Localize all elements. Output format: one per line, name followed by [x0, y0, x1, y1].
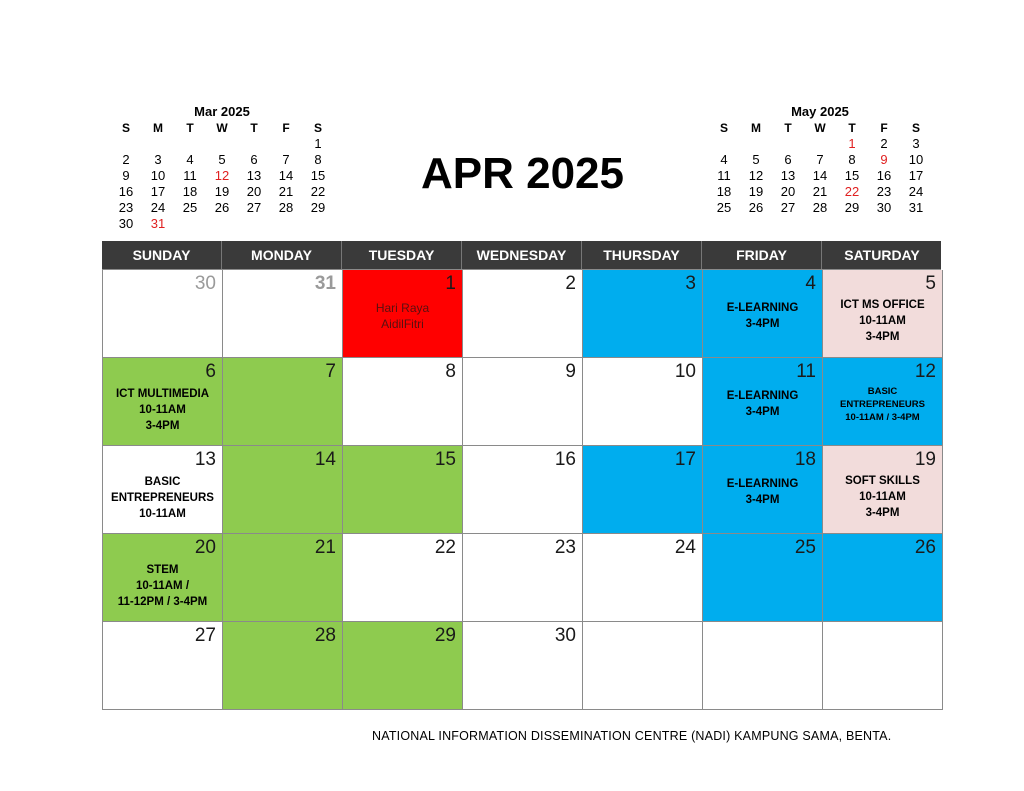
- mini-day: 18: [182, 184, 198, 199]
- mini-calendar-may: [708, 104, 932, 216]
- mini-day: 4: [720, 152, 728, 167]
- weekday-header-row: [102, 241, 941, 269]
- day-cell-7: [223, 358, 343, 446]
- day-number: 21: [314, 537, 336, 558]
- event-line: ENTREPRENEURS: [111, 492, 214, 504]
- event-label: [105, 386, 220, 434]
- mini-weekday-label: S: [313, 121, 322, 135]
- day-cell-27: [103, 622, 223, 710]
- day-number: 7: [325, 361, 336, 382]
- mini-day: 16: [876, 168, 892, 183]
- mini-day: [206, 136, 238, 152]
- event-line: 3-4PM: [745, 318, 780, 330]
- day-cell-28: [223, 622, 343, 710]
- day-number: 20: [194, 537, 216, 558]
- day-number: 19: [914, 449, 936, 470]
- day-number: 3: [685, 273, 696, 294]
- mini-day: 29: [310, 200, 326, 215]
- mini-day: 10: [150, 168, 166, 183]
- day-number: 18: [794, 449, 816, 470]
- day-number: 11: [796, 361, 816, 382]
- day-cell-19: [823, 446, 943, 534]
- mini-calendar-grid: [110, 120, 334, 232]
- event-label: [705, 476, 820, 508]
- empty-day-cell: [823, 622, 943, 710]
- mini-calendar-title: Mar 2025: [194, 104, 250, 119]
- weekday-header-wednesday: WEDNESDAY: [462, 241, 582, 269]
- mini-day: 4: [186, 152, 194, 167]
- day-cell-26: [823, 534, 943, 622]
- mini-day: [740, 136, 772, 152]
- mini-day: 1: [314, 136, 322, 151]
- mini-day: 22: [844, 184, 860, 199]
- day-number: 1: [445, 273, 456, 294]
- empty-day-cell: [583, 622, 703, 710]
- mini-day: 26: [214, 200, 230, 215]
- event-label: [105, 562, 220, 610]
- day-number: 4: [805, 273, 816, 294]
- mini-day: 7: [282, 152, 290, 167]
- day-number: 10: [674, 361, 696, 382]
- day-number: 22: [434, 537, 456, 558]
- day-number: 14: [314, 449, 336, 470]
- mini-day: 9: [880, 152, 888, 167]
- event-line: 3-4PM: [745, 494, 780, 506]
- mini-day: 21: [278, 184, 294, 199]
- day-cell-3: [583, 270, 703, 358]
- day-number: 6: [205, 361, 216, 382]
- mini-day: 31: [908, 200, 924, 215]
- day-number: 30: [194, 273, 216, 294]
- mini-day: 5: [752, 152, 760, 167]
- day-cell-2: [463, 270, 583, 358]
- mini-day: 6: [784, 152, 792, 167]
- day-number: 17: [674, 449, 696, 470]
- mini-day: 22: [310, 184, 326, 199]
- mini-day: 24: [150, 200, 166, 215]
- mini-day: 28: [278, 200, 294, 215]
- event-label: [705, 388, 820, 420]
- day-number: 28: [314, 625, 336, 646]
- event-label: [825, 473, 940, 521]
- mini-day: 19: [748, 184, 764, 199]
- mini-day: 27: [780, 200, 796, 215]
- mini-day: 29: [844, 200, 860, 215]
- mini-weekday-label: M: [153, 121, 163, 135]
- event-line: STEM: [146, 564, 179, 576]
- event-line: 3-4PM: [865, 331, 900, 343]
- mini-day: 1: [848, 136, 856, 151]
- day-cell-31: [223, 270, 343, 358]
- calendar-grid: [102, 269, 941, 710]
- day-number: 2: [565, 273, 576, 294]
- mini-day: 23: [118, 200, 134, 215]
- mini-day: 15: [844, 168, 860, 183]
- day-cell-25: [703, 534, 823, 622]
- mini-day: 25: [182, 200, 198, 215]
- weekday-header-tuesday: TUESDAY: [342, 241, 462, 269]
- day-cell-11: [703, 358, 823, 446]
- mini-weekday-label: T: [784, 121, 792, 135]
- day-number: 26: [914, 537, 936, 558]
- event-line: 10-11AM /: [135, 580, 190, 592]
- day-cell-20: [103, 534, 223, 622]
- mini-day: [142, 136, 174, 152]
- event-line: 10-11AM: [139, 508, 186, 520]
- mini-day: [206, 216, 238, 232]
- day-cell-14: [223, 446, 343, 534]
- mini-calendar-grid: [708, 120, 932, 216]
- day-number: 8: [445, 361, 456, 382]
- mini-weekday-label: F: [282, 121, 290, 135]
- mini-day: 8: [314, 152, 322, 167]
- day-number: 27: [194, 625, 216, 646]
- day-cell-8: [343, 358, 463, 446]
- day-number: 15: [434, 449, 456, 470]
- mini-day: 17: [150, 184, 166, 199]
- mini-weekday-label: S: [121, 121, 130, 135]
- mini-day: 17: [908, 168, 924, 183]
- mini-weekday-label: T: [186, 121, 194, 135]
- day-number: 9: [565, 361, 576, 382]
- mini-day: 18: [716, 184, 732, 199]
- mini-day: 16: [118, 184, 134, 199]
- page-title: APR 2025: [420, 149, 624, 198]
- weekday-header-saturday: SATURDAY: [844, 247, 920, 263]
- mini-day: [238, 136, 270, 152]
- day-cell-21: [223, 534, 343, 622]
- mini-day: 15: [310, 168, 326, 183]
- event-label: [705, 300, 820, 332]
- day-number: 12: [914, 361, 936, 382]
- day-number: 25: [794, 537, 816, 558]
- mini-day: [708, 136, 740, 152]
- mini-day: 14: [278, 168, 294, 183]
- mini-day: 10: [908, 152, 924, 167]
- mini-day: [772, 136, 804, 152]
- day-cell-18: [703, 446, 823, 534]
- day-cell-24: [583, 534, 703, 622]
- mini-day: 25: [716, 200, 732, 215]
- event-line: 3-4PM: [865, 507, 900, 519]
- mini-day: 20: [780, 184, 796, 199]
- mini-day: 2: [880, 136, 888, 151]
- day-cell-12: [823, 358, 943, 446]
- mini-day: 13: [780, 168, 796, 183]
- event-line: AidilFitri: [381, 317, 424, 331]
- day-cell-5: [823, 270, 943, 358]
- mini-day: 11: [183, 168, 197, 183]
- mini-weekday-label: S: [911, 121, 920, 135]
- event-line: ICT MULTIMEDIA: [115, 388, 210, 400]
- mini-day: 19: [214, 184, 230, 199]
- event-label: [825, 385, 940, 424]
- mini-day: 20: [246, 184, 262, 199]
- event-line: SOFT SKILLS: [845, 475, 920, 487]
- mini-day: [174, 216, 206, 232]
- event-line: BASIC: [867, 386, 898, 397]
- mini-weekday-label: T: [848, 121, 856, 135]
- mini-day: 21: [812, 184, 828, 199]
- mini-day: 12: [214, 168, 230, 183]
- event-line: ENTREPRENEURS: [840, 399, 925, 410]
- day-cell-15: [343, 446, 463, 534]
- mini-weekday-label: T: [250, 121, 258, 135]
- mini-day: 5: [218, 152, 226, 167]
- event-label: [345, 300, 460, 332]
- day-cell-1: [343, 270, 463, 358]
- mini-day: 6: [250, 152, 258, 167]
- mini-day: 30: [876, 200, 892, 215]
- day-number: 23: [554, 537, 576, 558]
- mini-day: 31: [150, 216, 166, 231]
- day-cell-30: [463, 622, 583, 710]
- mini-weekday-label: W: [814, 121, 826, 135]
- mini-day: [804, 136, 836, 152]
- day-number: 29: [434, 625, 456, 646]
- event-line: 3-4PM: [145, 420, 180, 432]
- day-number: 5: [925, 273, 936, 294]
- mini-day: 9: [122, 168, 130, 183]
- mini-day: 23: [876, 184, 892, 199]
- event-line: 10-11AM / 3-4PM: [845, 412, 920, 423]
- event-line: E-LEARNING: [726, 390, 799, 402]
- footer-text: NATIONAL INFORMATION DISSEMINATION CENTRE (NADI) KAMPUNG SAMA, BENTA.: [372, 729, 892, 743]
- mini-day: 7: [816, 152, 824, 167]
- weekday-header-monday: MONDAY: [222, 241, 342, 269]
- event-line: ICT MS OFFICE: [840, 299, 925, 311]
- mini-day: [270, 136, 302, 152]
- event-line: Hari Raya: [375, 301, 430, 315]
- day-number: 13: [194, 449, 216, 470]
- day-number: 24: [674, 537, 696, 558]
- mini-day: [302, 216, 334, 232]
- day-cell-17: [583, 446, 703, 534]
- mini-day: 28: [812, 200, 828, 215]
- weekday-header-thursday: THURSDAY: [582, 241, 702, 269]
- event-label: [825, 297, 940, 345]
- mini-day: 26: [748, 200, 764, 215]
- mini-day: 11: [717, 168, 731, 183]
- weekday-header-sunday: SUNDAY: [102, 241, 222, 269]
- day-number: 31: [314, 273, 336, 294]
- day-number: 30: [554, 625, 576, 646]
- mini-day: 13: [246, 168, 262, 183]
- day-cell-30: [103, 270, 223, 358]
- event-line: 10-11AM: [859, 315, 906, 327]
- mini-day: 2: [122, 152, 130, 167]
- mini-day: [174, 136, 206, 152]
- day-cell-16: [463, 446, 583, 534]
- event-line: E-LEARNING: [726, 302, 799, 314]
- mini-day: 27: [246, 200, 262, 215]
- event-line: 10-11AM: [139, 404, 186, 416]
- mini-day: 3: [912, 136, 920, 151]
- event-line: BASIC: [144, 476, 181, 488]
- mini-calendar-title: May 2025: [791, 104, 849, 119]
- day-cell-4: [703, 270, 823, 358]
- mini-day: 24: [908, 184, 924, 199]
- event-label: [105, 474, 220, 522]
- event-line: E-LEARNING: [726, 478, 799, 490]
- month-calendar: [102, 241, 941, 710]
- mini-weekday-label: S: [719, 121, 728, 135]
- mini-day: [110, 136, 142, 152]
- mini-day: 30: [118, 216, 134, 231]
- day-cell-29: [343, 622, 463, 710]
- mini-day: 3: [154, 152, 162, 167]
- day-cell-10: [583, 358, 703, 446]
- event-line: 10-11AM: [859, 491, 906, 503]
- day-number: 16: [554, 449, 576, 470]
- mini-day: 12: [748, 168, 764, 183]
- mini-day: [238, 216, 270, 232]
- mini-weekday-label: W: [216, 121, 228, 135]
- event-line: 3-4PM: [745, 406, 780, 418]
- mini-weekday-label: F: [880, 121, 888, 135]
- mini-day: 14: [812, 168, 828, 183]
- day-cell-6: [103, 358, 223, 446]
- weekday-header-friday: FRIDAY: [702, 241, 822, 269]
- event-line: 11-12PM / 3-4PM: [117, 596, 208, 608]
- day-cell-13: [103, 446, 223, 534]
- empty-day-cell: [703, 622, 823, 710]
- day-cell-23: [463, 534, 583, 622]
- mini-calendar-march: [110, 104, 334, 232]
- mini-day: [270, 216, 302, 232]
- day-cell-9: [463, 358, 583, 446]
- mini-day: 8: [848, 152, 856, 167]
- mini-weekday-label: M: [751, 121, 761, 135]
- day-cell-22: [343, 534, 463, 622]
